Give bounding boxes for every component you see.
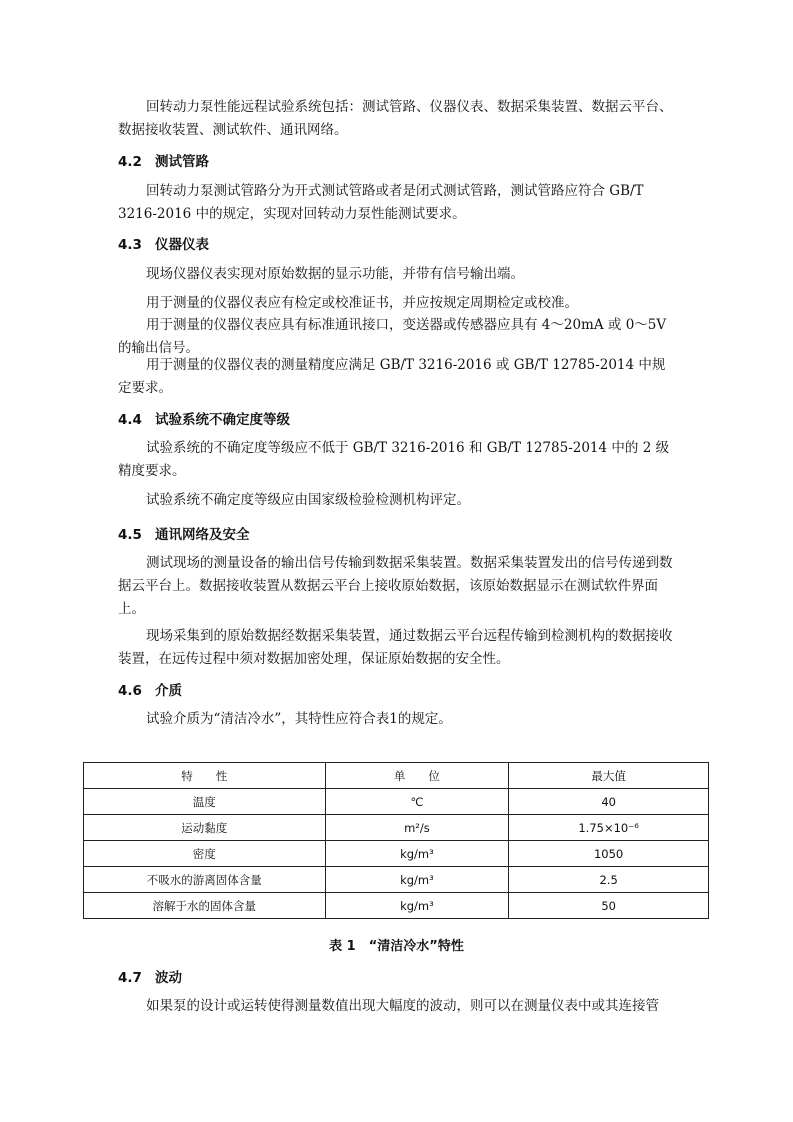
section-heading-4-3 [118, 233, 209, 253]
section-title: 测试管路 [155, 154, 209, 170]
table-cell: ℃ [325, 789, 509, 815]
table-cell: kg/m³ [325, 893, 509, 919]
section-title: 介质 [155, 683, 182, 699]
table-cell: 50 [509, 893, 709, 919]
paragraph: 试验系统不确定度等级应由国家级检验检测机构评定。 [146, 492, 470, 508]
section-heading-4-4 [118, 408, 290, 428]
table-row [84, 815, 709, 841]
table-header-row [84, 763, 709, 789]
intro-paragraph: 回转动力泵性能远程试验系统包括：测试管路、仪器仪表、数据采集装置、数据云平台、数据接收装置、测试软件、通讯网络。 [118, 99, 673, 138]
paragraph: 用于测量的仪器仪表的测量精度应满足 GB/T 3216-2016 或 GB/T 12785-2014 中规定要求。 [118, 357, 666, 396]
table-header-cell: 最大值 [509, 763, 709, 789]
section-title: 仪器仪表 [155, 237, 209, 253]
section-number: 4.3 [118, 237, 142, 253]
table-caption: 表 1 “清洁冷水”特性 [329, 939, 464, 954]
paragraph: 现场采集到的原始数据经数据采集装置，通过数据云平台远程传输到检测机构的数据接收装置，在远传过程中须对数据加密处理，保证原始数据的安全性。 [118, 628, 673, 667]
section-title: 波动 [155, 970, 182, 986]
table-cell: 2.5 [509, 867, 709, 893]
table-cell: 运动黏度 [84, 815, 326, 841]
section-number: 4.4 [118, 412, 142, 428]
section-heading-4-5 [118, 523, 250, 543]
table-cell: m²/s [325, 815, 509, 841]
table-cell: 40 [509, 789, 709, 815]
section-title: 通讯网络及安全 [155, 527, 250, 543]
paragraph: 测试现场的测量设备的输出信号传输到数据采集装置。数据采集装置发出的信号传递到数据云平台上。数据接收装置从数据云平台上接收原始数据，该原始数据显示在测试软件界面上。 [118, 555, 673, 617]
section-heading-4-6 [118, 679, 182, 699]
table-cell: 溶解于水的固体含量 [84, 893, 326, 919]
table-row [84, 867, 709, 893]
table-row [84, 789, 709, 815]
paragraph: 试验介质为“清洁冷水”，其特性应符合表1的规定。 [146, 711, 452, 727]
section-heading-4-2 [118, 150, 209, 170]
section-heading-4-7 [118, 966, 182, 986]
table-cell: 1050 [509, 841, 709, 867]
paragraph: 如果泵的设计或运转使得测量数值出现大幅度的波动，则可以在测量仪表中或其连接管 [146, 998, 659, 1014]
water-properties-table [83, 762, 709, 919]
paragraph: 试验系统的不确定度等级应不低于 GB/T 3216-2016 和 GB/T 12785-2014 中的 2 级精度要求。 [118, 440, 670, 479]
table-cell: kg/m³ [325, 841, 509, 867]
paragraph: 用于测量的仪器仪表应具有标准通讯接口，变送器或传感器应具有 4～20mA 或 0～5V 的输出信号。 [118, 317, 667, 356]
section-title: 试验系统不确定度等级 [155, 412, 290, 428]
table-row [84, 893, 709, 919]
paragraph: 用于测量的仪器仪表应有检定或校准证书，并应按规定周期检定或校准。 [146, 295, 578, 311]
table-row [84, 841, 709, 867]
paragraph: 回转动力泵测试管路分为开式测试管路或者是闭式测试管路，测试管路应符合 GB/T 3216-2016 中的规定，实现对回转动力泵性能测试要求。 [118, 183, 644, 222]
section-number: 4.2 [118, 154, 142, 170]
section-number: 4.6 [118, 683, 142, 699]
section-number: 4.5 [118, 527, 142, 543]
table-cell: 密度 [84, 841, 326, 867]
table-cell: kg/m³ [325, 867, 509, 893]
table-cell: 不吸水的游离固体含量 [84, 867, 326, 893]
table-header-cell: 特 性 [84, 763, 326, 789]
table-header-cell: 单 位 [325, 763, 509, 789]
table-cell: 1.75×10⁻⁶ [509, 815, 709, 841]
section-number: 4.7 [118, 970, 142, 986]
paragraph: 现场仪器仪表实现对原始数据的显示功能，并带有信号输出端。 [146, 266, 524, 282]
table-cell: 温度 [84, 789, 326, 815]
